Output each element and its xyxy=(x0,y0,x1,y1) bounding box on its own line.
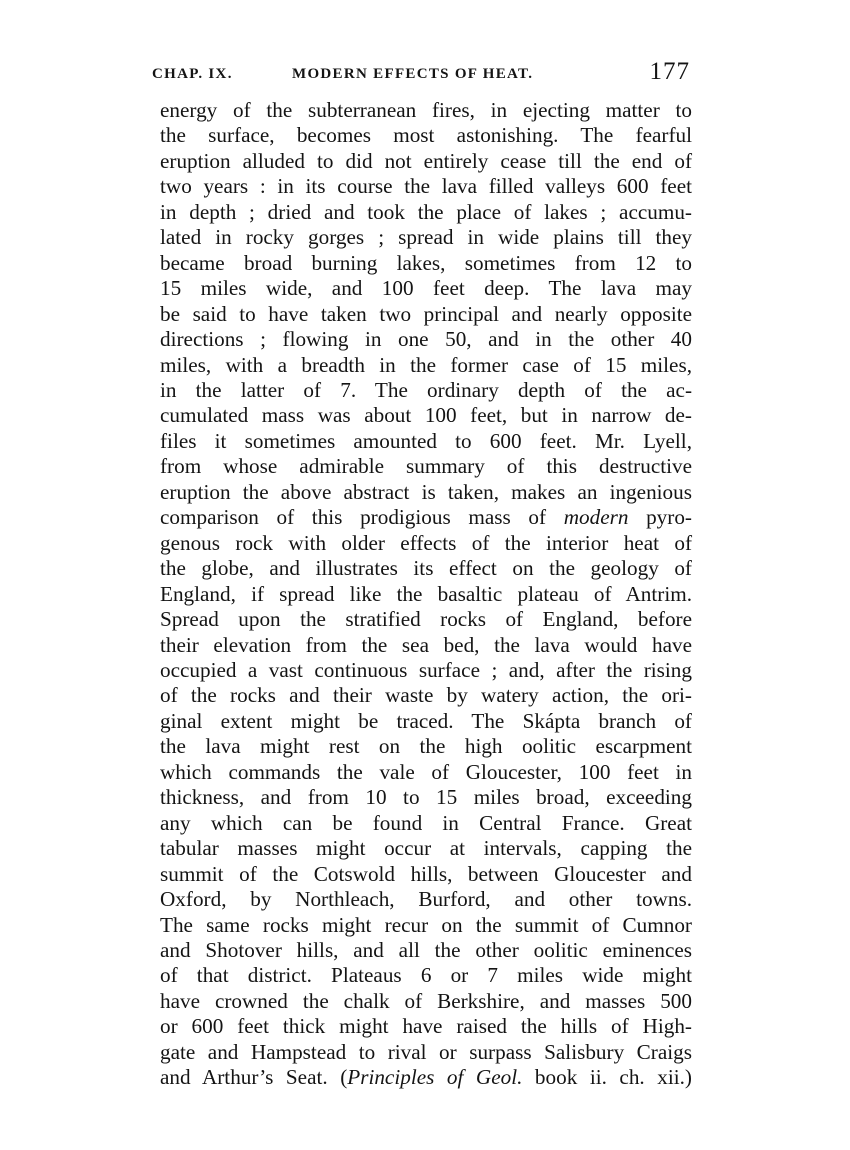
text-line: any which can be found in Central France. Great xyxy=(160,810,692,835)
text-line: 15 miles wide, and 100 feet deep. The lava may xyxy=(160,276,692,301)
italic-text-run: Principles of Geol. xyxy=(347,1065,523,1090)
text-line: Oxford, by Northleach, Burford, and other towns. xyxy=(160,887,692,912)
text-line: lated in rocky gorges ; spread in wide plains till they xyxy=(160,225,692,250)
text-run: book ii. ch. xii.) xyxy=(522,1065,692,1090)
italic-text-run: modern xyxy=(563,505,629,530)
text-line: which commands the vale of Gloucester, 100 feet in xyxy=(160,759,692,784)
text-run: comparison of this prodigious mass of xyxy=(160,505,564,530)
text-line: be said to have taken two principal and nearly opposite xyxy=(160,301,692,326)
text-line: in the latter of 7. The ordinary depth of the ac- xyxy=(160,377,692,402)
text-line: files it sometimes amounted to 600 feet. Mr. Lyell, xyxy=(160,428,692,453)
text-line: and Shotover hills, and all the other oolitic eminences xyxy=(160,937,692,962)
text-line: occupied a vast continuous surface ; and, after the rising xyxy=(160,657,692,682)
text-line: the lava might rest on the high oolitic escarpment xyxy=(160,734,692,759)
running-head xyxy=(150,58,690,92)
text-line: summit of the Cotswold hills, between Gloucester and xyxy=(160,861,692,886)
text-line: eruption alluded to did not entirely cease till the end of xyxy=(160,148,692,173)
page-number: 177 xyxy=(649,58,690,85)
text-line: genous rock with older effects of the interior heat of xyxy=(160,530,692,555)
text-line: directions ; flowing in one 50, and in the other 40 xyxy=(160,327,692,352)
text-run: and Arthur’s Seat. ( xyxy=(160,1065,348,1090)
text-run: pyro- xyxy=(628,505,692,530)
text-line: of the rocks and their waste by watery action, the ori- xyxy=(160,683,692,708)
body-paragraph xyxy=(160,98,692,1091)
text-line: eruption the above abstract is taken, makes an ingenious xyxy=(160,479,692,504)
chapter-label: CHAP. IX. xyxy=(152,66,233,82)
text-line: ginal extent might be traced. The Skápta branch of xyxy=(160,708,692,733)
text-line: two years : in its course the lava filled valleys 600 feet xyxy=(160,174,692,199)
text-line: in depth ; dried and took the place of lakes ; accumu- xyxy=(160,199,692,224)
text-line xyxy=(160,1065,692,1090)
text-line: became broad burning lakes, sometimes from 12 to xyxy=(160,250,692,275)
text-line: tabular masses might occur at intervals, capping the xyxy=(160,836,692,861)
text-line: Spread upon the stratified rocks of England, before xyxy=(160,607,692,632)
text-line: thickness, and from 10 to 15 miles broad, exceeding xyxy=(160,785,692,810)
text-line: energy of the subterranean fires, in ejecting matter to xyxy=(160,98,692,122)
text-line: The same rocks might recur on the summit of Cumnor xyxy=(160,912,692,937)
text-line: from whose admirable summary of this destructive xyxy=(160,454,692,479)
text-line: the globe, and illustrates its effect on the geology of xyxy=(160,556,692,581)
text-line: have crowned the chalk of Berkshire, and masses 500 xyxy=(160,988,692,1013)
running-title: MODERN EFFECTS OF HEAT. xyxy=(292,66,534,82)
text-line xyxy=(160,505,692,530)
text-line: or 600 feet thick might have raised the hills of High- xyxy=(160,1014,692,1039)
text-line: cumulated mass was about 100 feet, but in narrow de- xyxy=(160,403,692,428)
text-line: miles, with a breadth in the former case of 15 miles, xyxy=(160,352,692,377)
text-line: of that district. Plateaus 6 or 7 miles wide might xyxy=(160,963,692,988)
text-line: gate and Hampstead to rival or surpass Salisbury Craigs xyxy=(160,1039,692,1064)
text-line: England, if spread like the basaltic plateau of Antrim. xyxy=(160,581,692,606)
text-line: the surface, becomes most astonishing. The fearful xyxy=(160,123,692,148)
text-line: their elevation from the sea bed, the lava would have xyxy=(160,632,692,657)
